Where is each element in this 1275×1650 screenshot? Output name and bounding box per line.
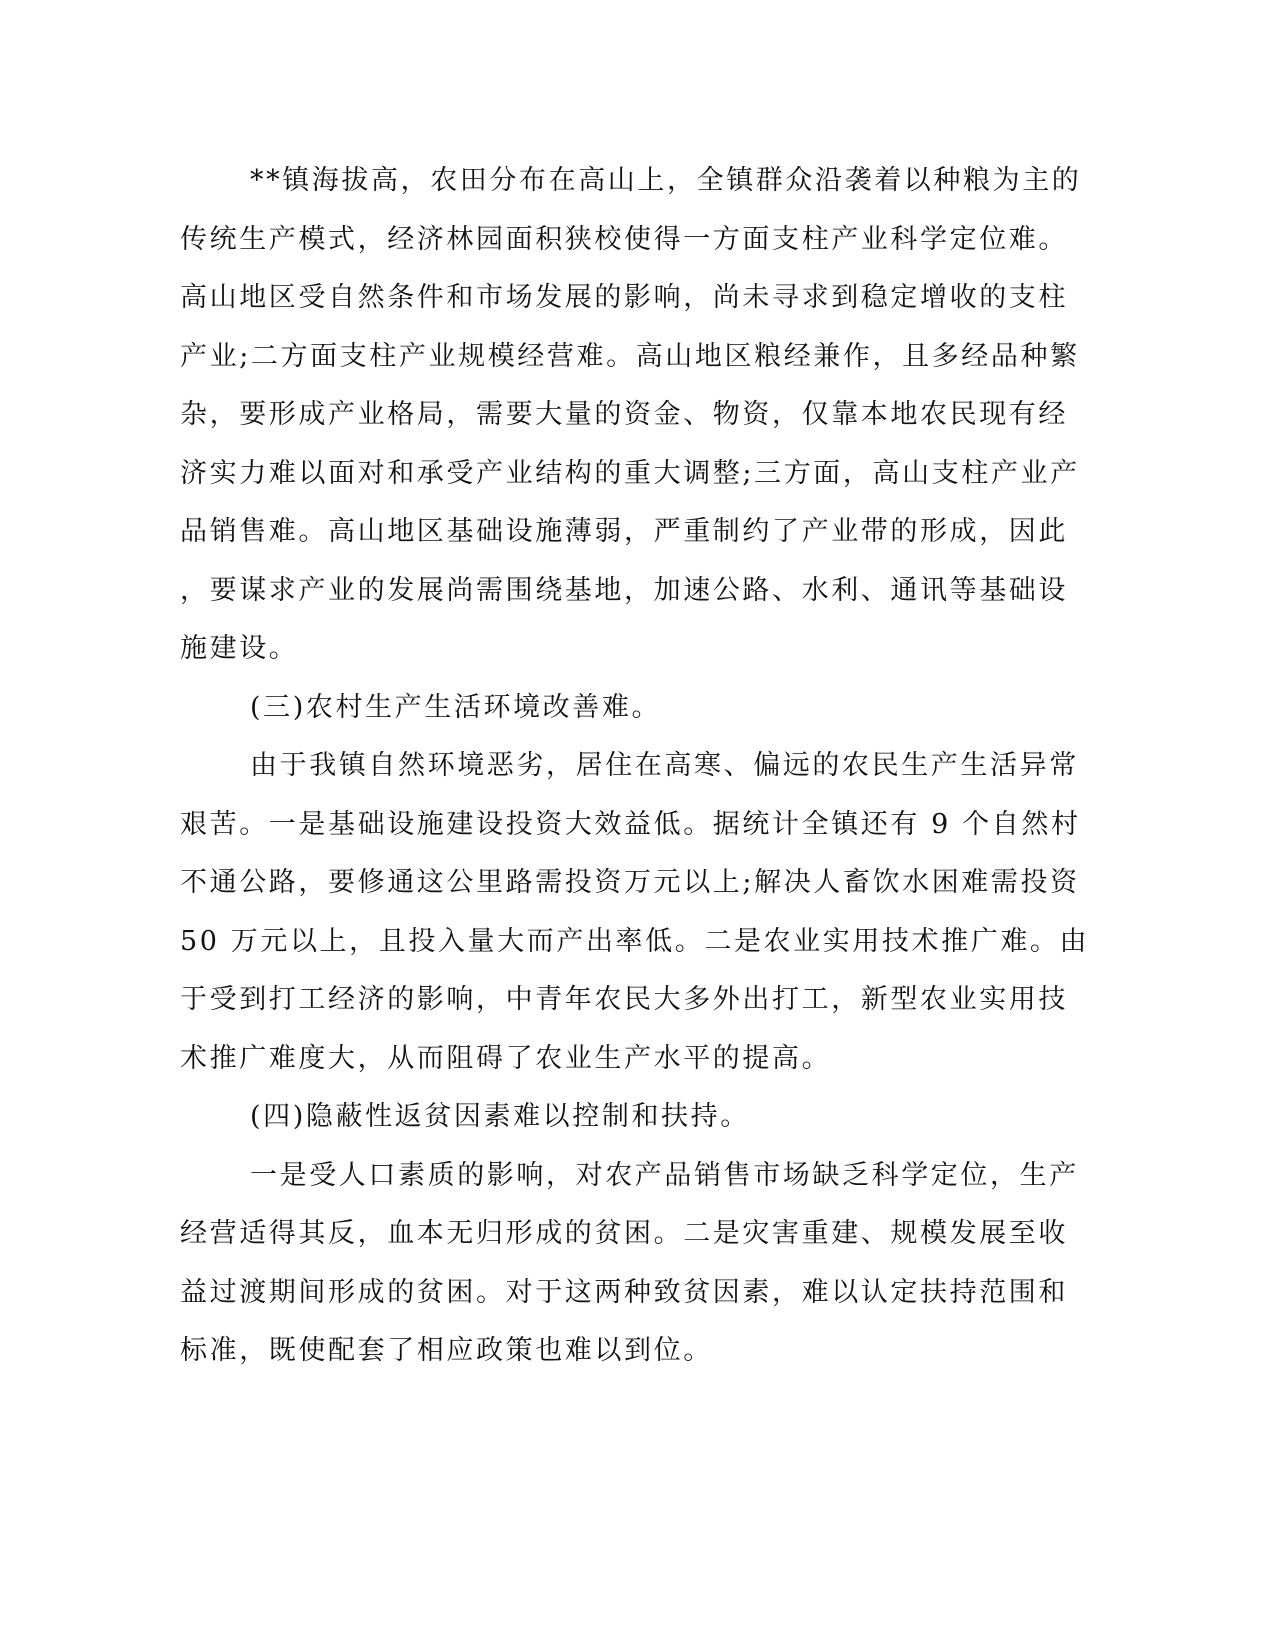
text-line: 产业;二方面支柱产业规模经营难。高山地区粮经兼作，且多经品种繁 bbox=[180, 340, 1080, 372]
paragraph-mountain-industry bbox=[180, 152, 1082, 679]
text-line: 由于我镇自然环境恶劣，居住在高寒、偏远的农民生产生活异常 bbox=[250, 750, 1079, 781]
heading-text: (四)隐蔽性返贫因素难以控制和扶持。 bbox=[250, 1101, 750, 1132]
section-heading-four bbox=[180, 1088, 1030, 1147]
text-line: 一是受人口素质的影响，对农产品销售市场缺乏科学定位，生产 bbox=[250, 1159, 1079, 1191]
text-line: 杂，要形成产业格局，需要大量的资金、物资，仅靠本地农民现有经 bbox=[180, 399, 1068, 430]
text-line: 施建设。 bbox=[180, 633, 299, 664]
text-line: **镇海拔高，农田分布在高山上，全镇群众沿袭着以种粮为主的 bbox=[250, 165, 1082, 196]
heading-text: (三)农村生产生活环境改善难。 bbox=[250, 691, 662, 723]
text-line: 艰苦。一是基础设施建设投资大效益低。据统计全镇还有 9 个自然村 bbox=[180, 808, 1081, 840]
text-line: ，要谋求产业的发展尚需围绕基地，加速公路、水利、通讯等基础设 bbox=[180, 574, 1068, 606]
document-page bbox=[180, 152, 1090, 1381]
text-line: 经营适得其反，血本无归形成的贫困。二是灾害重建、规模发展至收 bbox=[180, 1218, 1068, 1249]
text-line: 于受到打工经济的影响，中青年农民大多外出打工，新型农业实用技 bbox=[180, 984, 1068, 1015]
text-line: 不通公路，要修通这公里路需投资万元以上;解决人畜饮水困难需投资 bbox=[180, 867, 1080, 898]
text-line: 品销售难。高山地区基础设施薄弱，严重制约了产业带的形成，因此 bbox=[180, 516, 1068, 547]
paragraph-hidden-poverty bbox=[180, 1147, 1079, 1381]
text-line: 济实力难以面对和承受产业结构的重大调整;三方面，高山支柱产业产 bbox=[180, 457, 1080, 489]
section-heading-three bbox=[180, 679, 1030, 738]
text-line: 术推广难度大，从而阻碍了农业生产水平的提高。 bbox=[180, 1042, 832, 1074]
text-line: 益过渡期间形成的贫困。对于这两种致贫因素，难以认定扶持范围和 bbox=[180, 1276, 1068, 1308]
text-line: 标准，既使配套了相应政策也难以到位。 bbox=[180, 1335, 713, 1366]
text-line: 高山地区受自然条件和市场发展的影响，尚未寻求到稳定增收的支柱 bbox=[180, 282, 1068, 313]
paragraph-living-environment bbox=[180, 737, 1090, 1088]
text-line: 50 万元以上，且投入量大而产出率低。二是农业实用技术推广难。由 bbox=[180, 925, 1090, 957]
text-line: 传统生产模式，经济林园面积狭校使得一方面支柱产业科学定位难。 bbox=[180, 223, 1068, 255]
